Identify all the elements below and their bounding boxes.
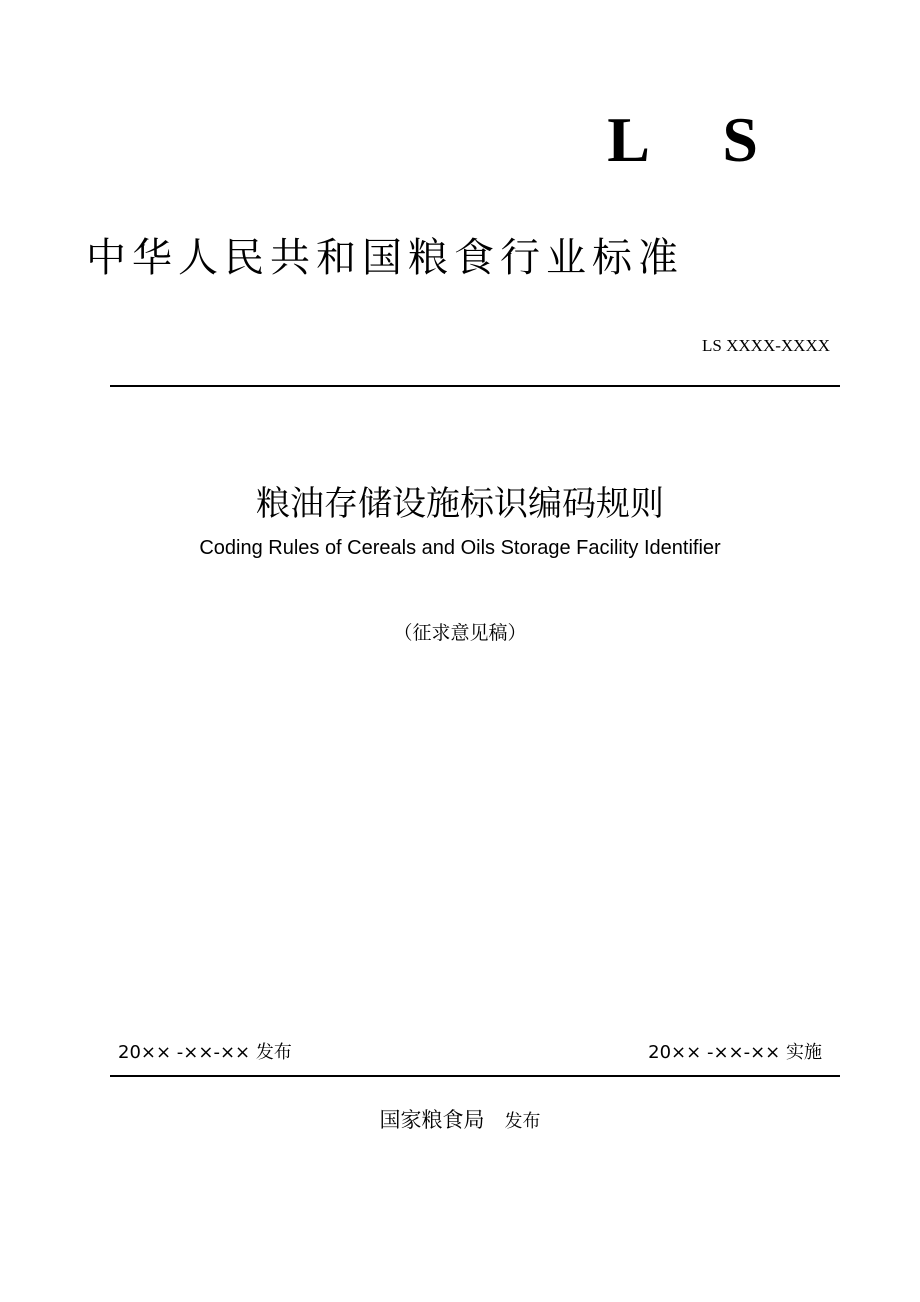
document-title-chinese: 粮油存储设施标识编码规则 (256, 484, 664, 524)
implementation-date: 20×× -××-×× 实施 (648, 1042, 822, 1063)
standard-number: LS XXXX-XXXX (702, 336, 830, 355)
publish-date: 20×× -××-×× 发布 (118, 1042, 292, 1063)
draft-status: （征求意见稿） (393, 622, 527, 644)
document-title-english: Coding Rules of Cereals and Oils Storage Facility Identifier (199, 537, 721, 559)
standard-category-title: 中华人民共和国粮食行业标准 (86, 235, 684, 281)
publisher-line (0, 1108, 920, 1133)
publisher-action: 发布 (504, 1111, 541, 1132)
logo-ls: L S (607, 104, 788, 175)
publisher-name: 国家粮食局 (379, 1108, 485, 1132)
top-divider (110, 385, 840, 387)
bottom-divider (110, 1075, 840, 1077)
